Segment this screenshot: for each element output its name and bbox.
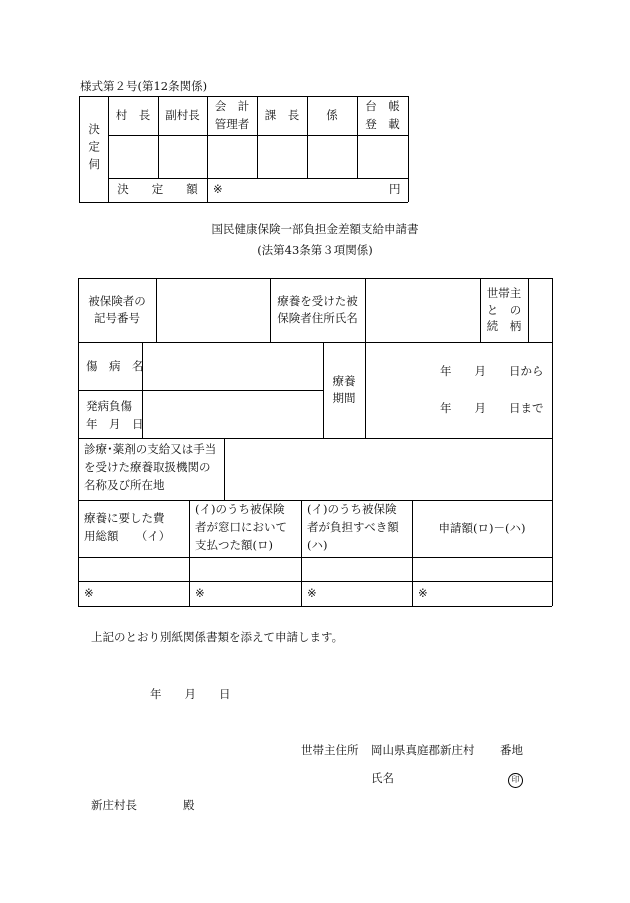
yen-label: 円 [389,182,401,196]
addressee: 新庄村長 [91,798,137,812]
burden-amount-field[interactable] [301,557,412,581]
application-date[interactable]: 年 月 日 [150,687,231,701]
relation-label: 世帯主 と の 続 柄 [486,285,522,334]
onset-date-label: 発病負傷 年 月 日 [86,399,144,431]
paid-amount-label: (イ)のうち被保険 者が窓口において 支払つた額(ロ) [195,502,287,552]
patient-field[interactable] [365,278,480,342]
statement: 上記のとおり別紙関係書類を添えて申請します。 [91,630,344,644]
period-from[interactable]: 年 月 日から [440,364,544,378]
header-accountant: 会 計 管理者 [214,99,250,131]
address-value: 岡山県真庭郡新庄村 [371,743,475,757]
relation-field[interactable] [528,278,552,342]
form-subtitle: (法第43条第３項関係) [257,243,373,258]
header-section-chief: 課 長 [264,107,300,122]
mark-burden: ※ [307,586,317,600]
disease-field[interactable] [142,342,323,390]
onset-date-field[interactable] [142,390,323,438]
header-village-head: 村 長 [115,107,151,122]
header-ledger: 台 帳 登 載 [365,99,400,131]
decision-label: 決定伺 [87,122,102,176]
mark-paid: ※ [195,586,205,600]
burden-amount-label: (イ)のうち被保険 者が負担すべき額 (ハ) [307,502,399,552]
name-label: 氏名 [371,771,394,785]
total-cost-label: 療養に要した費 用総額 （イ） [84,511,171,543]
honorific: 殿 [183,798,195,812]
treatment-period-label: 療養 期間 [332,373,356,405]
insured-number-label: 被保険者の 記号番号 [88,293,146,325]
disease-label: 傷 病 名 [86,359,144,373]
claim-amount-label: 申請額(ロ)－(ハ) [438,520,526,535]
insured-number-field[interactable] [156,278,270,342]
header-staff: 係 [326,107,338,122]
form-number: 様式第２号(第12条関係) [80,79,208,93]
banchi-label: 番地 [500,743,523,757]
form-title: 国民健康保険一部負担金差額支給申請書 [211,222,419,237]
mark-total: ※ [84,586,94,600]
decided-amount-label: 決 定 額 [117,182,198,197]
decided-amount-mark: ※ [213,182,223,196]
total-cost-field[interactable] [78,557,189,581]
patient-label: 療養を受けた被 保険者住所氏名 [277,293,358,325]
claim-amount-field[interactable] [412,557,552,581]
header-deputy-head: 副村長 [165,107,200,122]
period-to[interactable]: 年 月 日まで [440,401,544,415]
mark-claim: ※ [418,586,428,600]
paid-amount-field[interactable] [189,557,301,581]
address-label: 世帯主住所 [301,743,359,757]
institution-label: 診療･薬剤の支給又は手当 を受けた療養取扱機関の 名称及び所在地 [84,442,217,492]
seal-icon: 印 [508,771,523,788]
institution-field[interactable] [224,438,552,500]
